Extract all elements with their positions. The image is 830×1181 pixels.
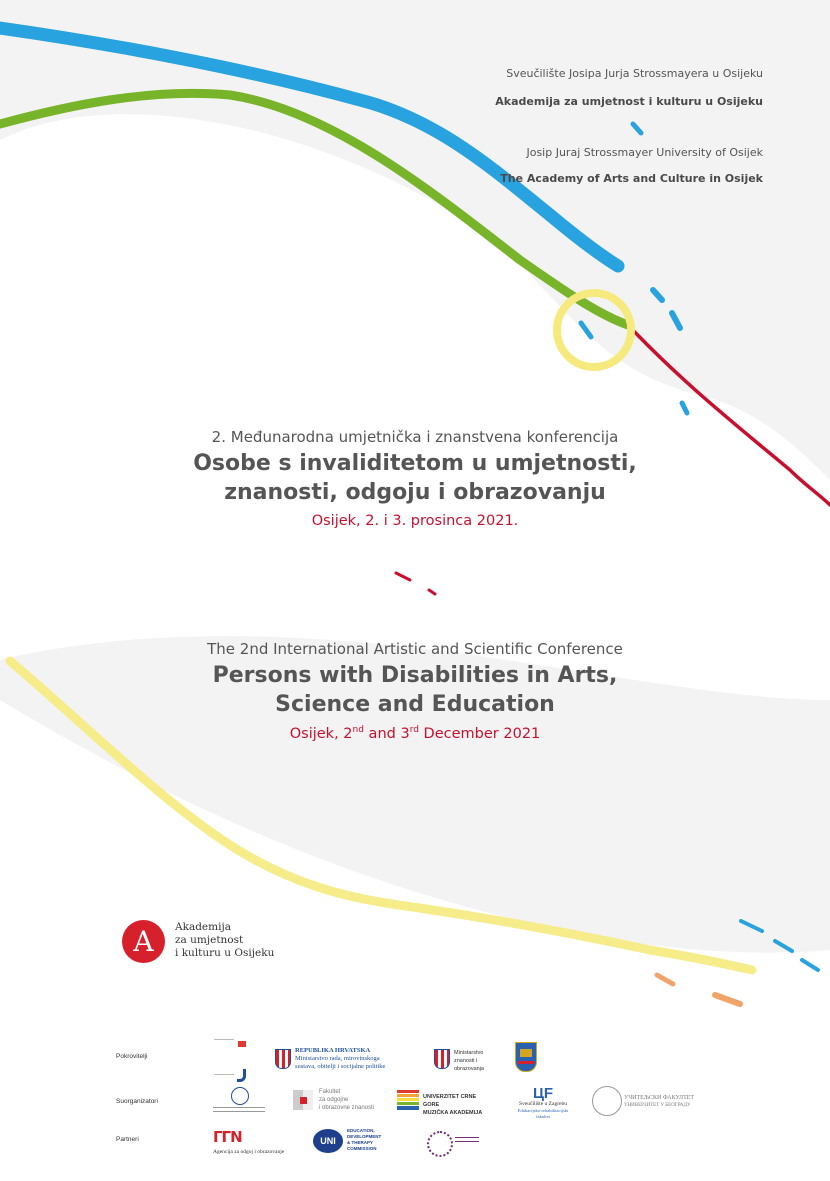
english-title-line1: Persons with Disabilities in Arts,	[212, 663, 618, 688]
header-academy-en: The Academy of Arts and Culture in Osijek	[500, 172, 763, 185]
sponsor-belgrade-faculty: УЧИТЕЉСКИ ФАКУЛТЕТ УНИВЕРЗИТЕТ У БЕОГРАДУ	[592, 1086, 702, 1118]
academy-logo-mark: A	[122, 920, 165, 963]
header-university-en: Josip Juraj Strossmayer University of Osijek	[526, 146, 763, 159]
blue-dash	[672, 313, 680, 328]
header-university-hr: Sveučilište Josipa Jurja Strossmayera u Osijeku	[506, 67, 763, 80]
sponsor-ministry-science: Ministarstvo znanosti i obrazovanja	[434, 1047, 504, 1071]
faculty-seal-icon	[231, 1087, 249, 1105]
croatian-coat-of-arms-icon	[434, 1049, 450, 1069]
sponsor-flower-logo	[425, 1127, 485, 1159]
academy-logo-text: Akademija za umjetnost i kulturu u Osijeku	[175, 921, 275, 959]
blue-dash	[653, 290, 662, 300]
blue-dash	[633, 124, 641, 133]
sponsor-montenegro-music-academy: UNIVERZITET CRNE GORE MUZIČKA AKADEMIJA	[397, 1089, 492, 1111]
croatian-conference-block	[0, 428, 830, 529]
croatian-date: Osijek, 2. i 3. prosinca 2021.	[311, 513, 519, 529]
sponsor-zagreb-erf: ЦF Sveučilište u Zagrebu Edukacijsko-rehabilitacijski fakultet	[513, 1086, 573, 1116]
sponsor-ministry-labour: REPUBLIKA HRVATSKA Ministarstvo rada, mirovinskoga sustava, obitelji i socijalne politike	[275, 1047, 415, 1071]
label-suorganizatori: Suorganizatori	[116, 1098, 158, 1105]
croatian-subtitle: 2. Međunarodna umjetnička i znanstvena konferencija	[211, 428, 619, 446]
sponsors-footer	[0, 1027, 830, 1181]
academy-logo	[122, 920, 282, 968]
croatian-coat-of-arms-icon	[275, 1049, 291, 1069]
sponsor-city-logo	[214, 1039, 246, 1079]
white-wave-top	[0, 114, 830, 700]
sponsor-unima-commission: UNI MA EDUCATION, DEVELOPMENT & THERAPY COMMISSION	[313, 1127, 393, 1161]
croatian-title-line2: znanosti, odgoju i obrazovanju	[224, 480, 606, 505]
sponsor-faculty-education: Fakultet za odgojne i obrazovne znanosti	[293, 1087, 383, 1113]
label-partneri: Partneri	[116, 1136, 139, 1143]
label-pokrovitelji: Pokrovitelji	[116, 1053, 148, 1060]
english-title-line2: Science and Education	[275, 692, 555, 717]
sponsor-agency-education: ΓΓΝ Agencija za odgoj i obrazovanje	[213, 1129, 293, 1161]
header-academy-hr: Akademija za umjetnost i kulturu u Osijeku	[495, 95, 763, 108]
croatian-title-line1: Osobe s invaliditetom u umjetnosti,	[193, 451, 637, 476]
rainbow-lines-icon	[397, 1090, 419, 1110]
unima-logo: UNI MA	[313, 1129, 343, 1153]
blue-dash	[741, 921, 762, 931]
blue-dash	[775, 941, 792, 951]
sponsor-county-coat-of-arms-icon	[515, 1042, 537, 1072]
white-wave-bottom	[0, 700, 830, 1027]
english-conference-block	[0, 640, 830, 742]
english-date: Osijek, 2nd and 3rd December 2021	[289, 725, 541, 742]
english-subtitle: The 2nd International Artistic and Scientific Conference	[207, 640, 623, 658]
agency-logo-icon: ΓΓΝ	[213, 1128, 242, 1146]
belgrade-seal-icon	[592, 1086, 622, 1116]
sponsor-osijek-faculty	[213, 1087, 273, 1119]
erf-logo-icon: ЦF	[532, 1085, 554, 1102]
flower-icon	[427, 1131, 453, 1157]
